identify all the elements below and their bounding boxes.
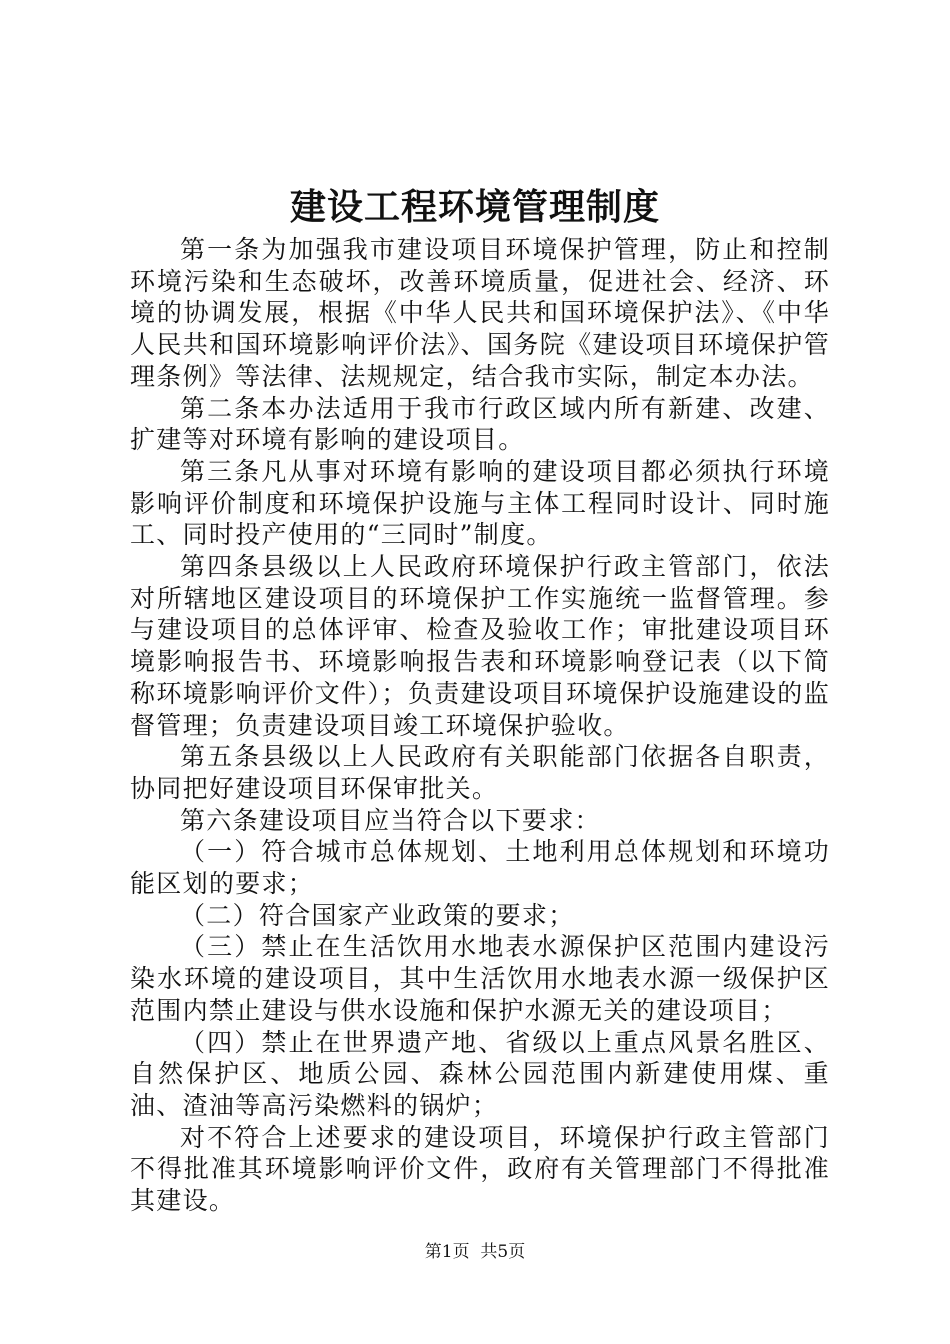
article-1: 第一条为加强我市建设项目环境保护管理，防止和控制环境污染和生态破坏，改善环境质量，促进社会、经济、环境的协调发展，根据《中华人民共和国环境保护法》、《中华人民共和国环境影响评价法》、国务院《建设项目环境保护管理条例》等法律、法规规定，结合我市实际，制定本办法。 xyxy=(130,235,830,391)
article-6-item-4: （四）禁止在世界遗产地、省级以上重点风景名胜区、自然保护区、地质公园、森林公园范围内新建使用煤、重油、渣油等高污染燃料的锅炉； xyxy=(130,1027,830,1120)
document-body xyxy=(130,234,830,1217)
article-6-item-2: （二）符合国家产业政策的要求； xyxy=(180,900,575,930)
article-2: 第二条本办法适用于我市行政区域内所有新建、改建、扩建等对环境有影响的建设项目。 xyxy=(130,393,830,455)
article-6-item-1: （一）符合城市总体规划、土地利用总体规划和环境功能区划的要求； xyxy=(130,837,830,899)
article-6-item-3: （三）禁止在生活饮用水地表水源保护区范围内建设污染水环境的建设项目，其中生活饮用水地表水源一级保护区范围内禁止建设与供水设施和保护水源无关的建设项目； xyxy=(130,932,830,1025)
article-6-closing: 对不符合上述要求的建设项目，环境保护行政主管部门不得批准其环境影响评价文件，政府有关管理部门不得批准其建设。 xyxy=(130,1122,830,1216)
article-4: 第四条县级以上人民政府环境保护行政主管部门，依法对所辖地区建设项目的环境保护工作实施统一监督管理。参与建设项目的总体评审、检查及验收工作；审批建设项目环境影响报告书、环境影响报告表和环境影响登记表（以下简称环境影响评价文件）；负责建设项目环境保护设施建设的监督管理；负责建设项目竣工环境保护验收。 xyxy=(130,552,830,740)
page-number: 第1页 xyxy=(424,1242,470,1262)
article-3: 第三条凡从事对环境有影响的建设项目都必须执行环境影响评价制度和环境保护设施与主体工程同时设计、同时施工、同时投产使用的“三同时”制度。 xyxy=(130,456,830,550)
article-5: 第五条县级以上人民政府有关职能部门依据各自职责，协同把好建设项目环保审批关。 xyxy=(130,742,830,803)
article-6: 第六条建设项目应当符合以下要求： xyxy=(180,805,601,835)
document-title: 建设工程环境管理制度 xyxy=(289,186,660,228)
page-total: 共5页 xyxy=(480,1242,526,1262)
page-footer xyxy=(0,1240,950,1264)
